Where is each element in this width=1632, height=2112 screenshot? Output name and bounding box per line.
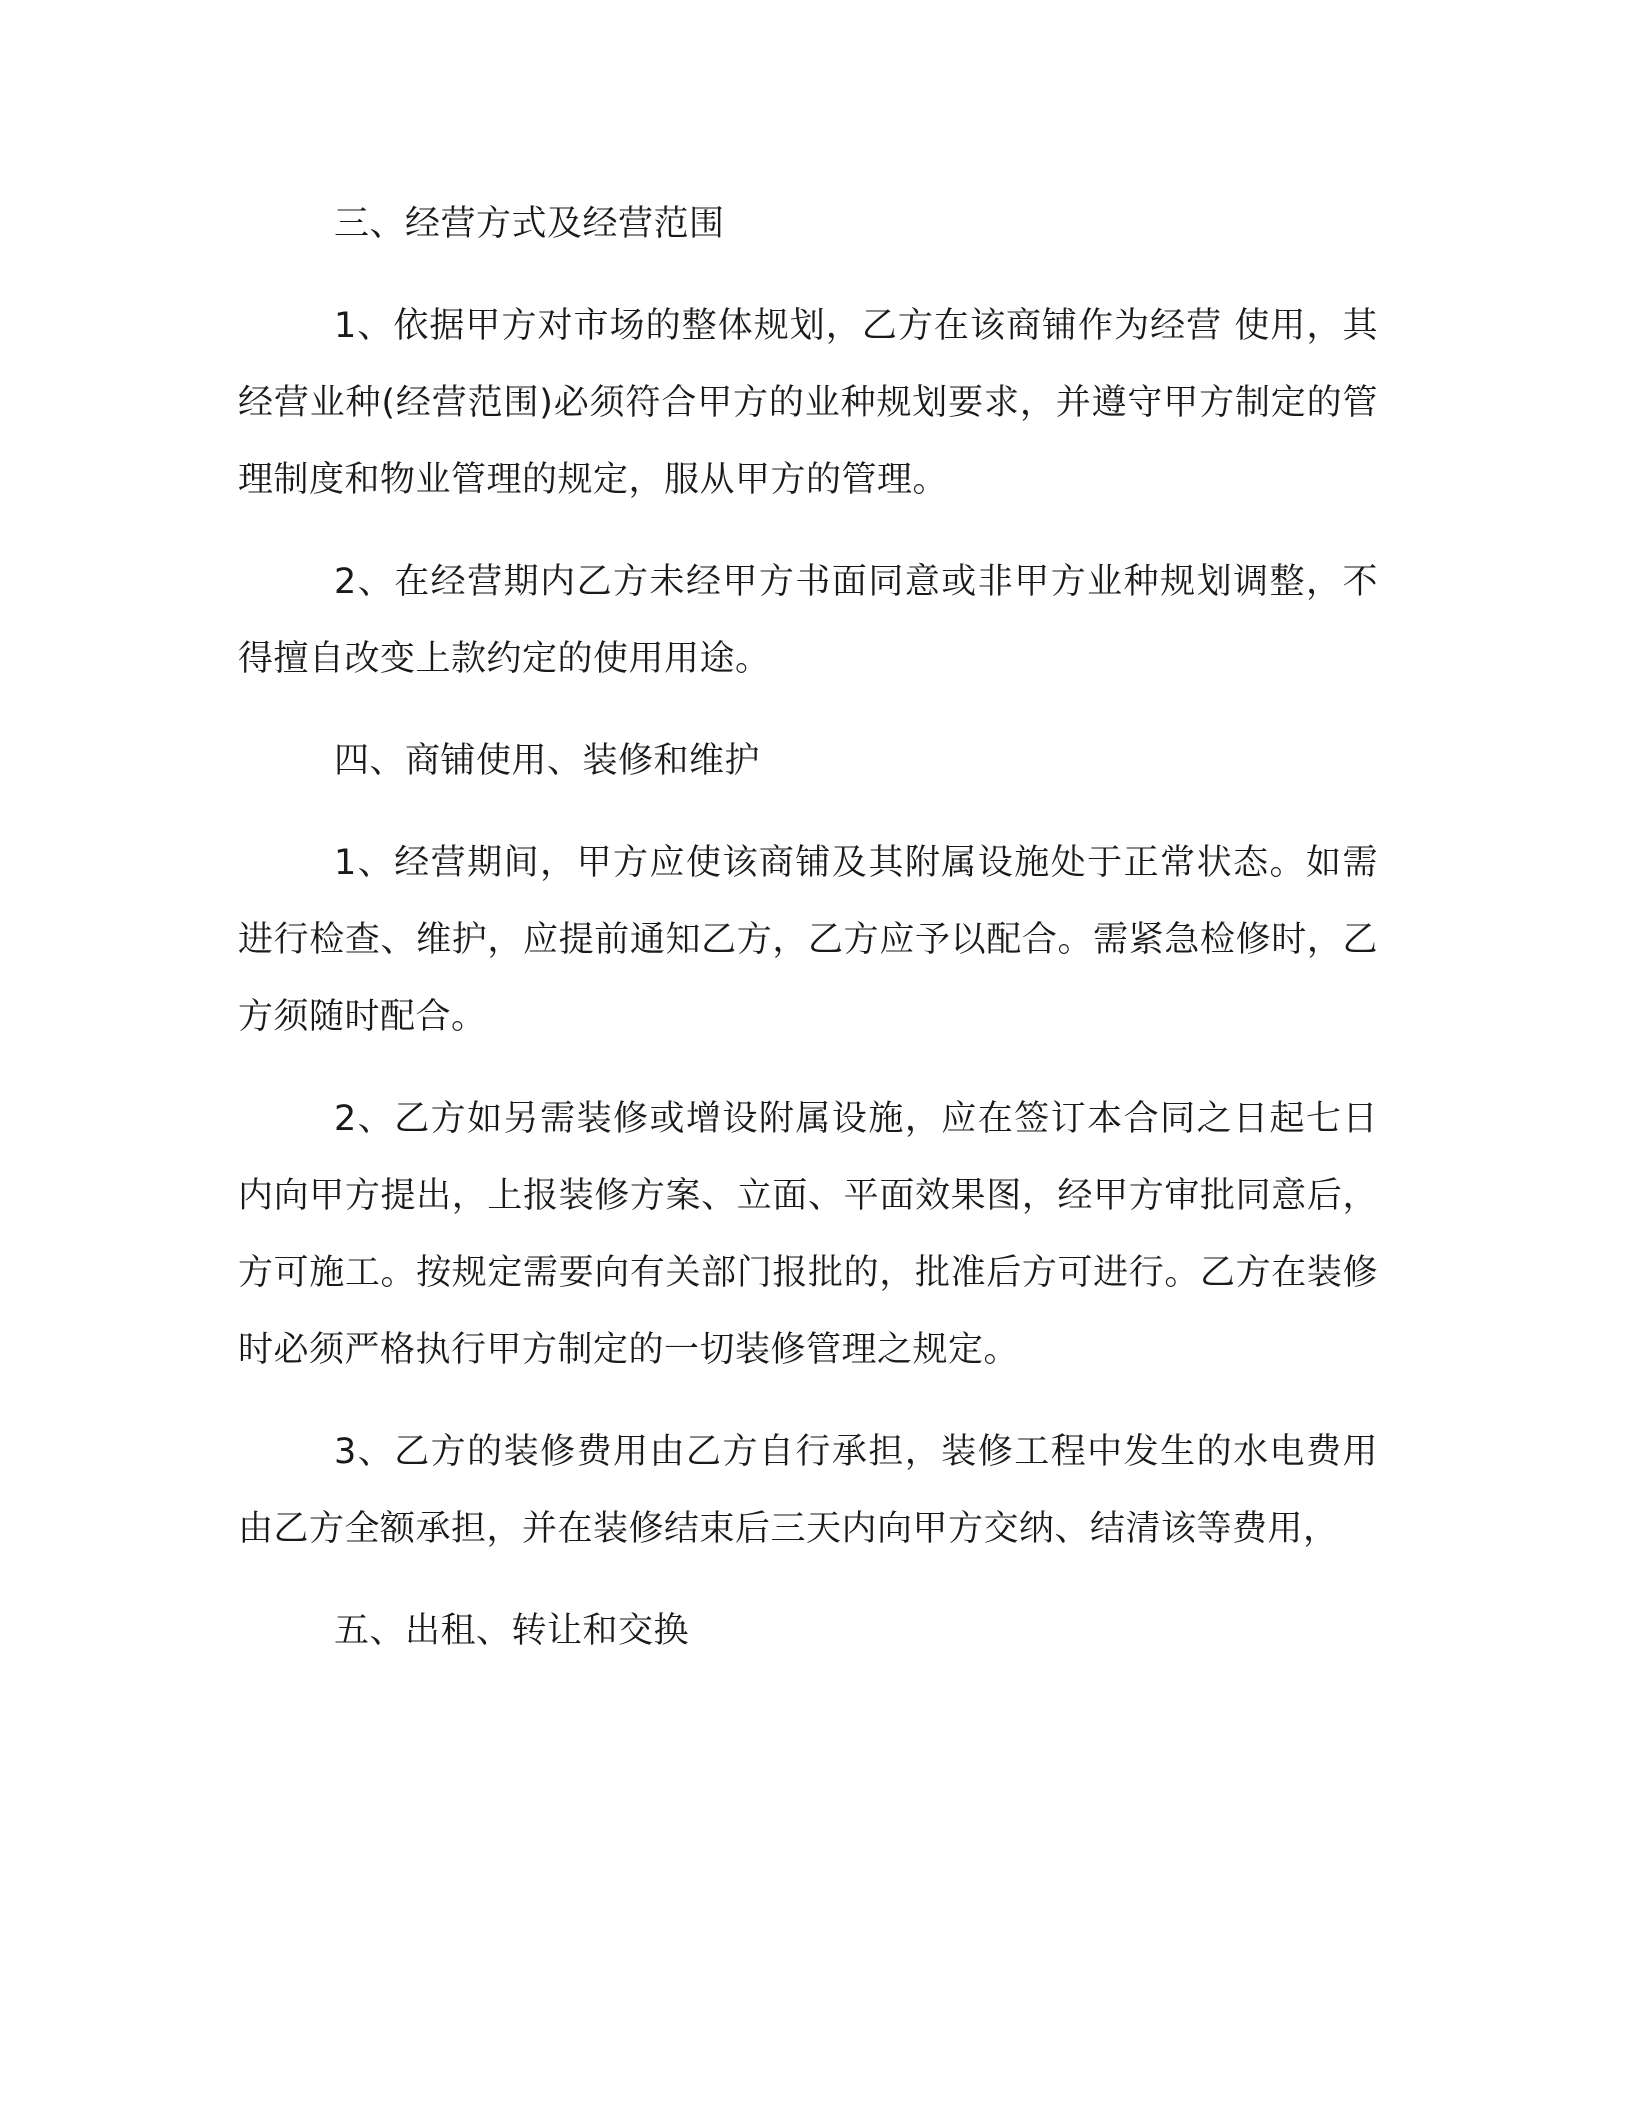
section-4-paragraph-3: 3、乙方的装修费用由乙方自行承担，装修工程中发生的水电费用由乙方全额承担，并在装修结束后三天内向甲方交纳、结清该等费用， xyxy=(238,1432,1378,1549)
section-3-paragraph-1: 1、依据甲方对市场的整体规划，乙方在该商铺作为经营 使用，其经营业种(经营范围)必须符合甲方的业种规划要求，并遵守甲方制定的管理制度和物业管理的规定，服从甲方的管理。 xyxy=(238,306,1378,500)
section-heading-5: 五、出租、转让和交换 xyxy=(334,1611,690,1651)
document-body xyxy=(238,186,1378,1695)
section-3-paragraph-2: 2、在经营期内乙方未经甲方书面同意或非甲方业种规划调整，不得擅自改变上款约定的使用用途。 xyxy=(238,562,1378,679)
section-heading-3: 三、经营方式及经营范围 xyxy=(334,204,725,244)
section-heading-4: 四、商铺使用、装修和维护 xyxy=(334,741,761,781)
section-4-paragraph-1: 1、经营期间，甲方应使该商铺及其附属设施处于正常状态。如需进行检查、维护，应提前通知乙方，乙方应予以配合。需紧急检修时，乙方须随时配合。 xyxy=(238,843,1378,1037)
section-4-paragraph-2: 2、乙方如另需装修或增设附属设施，应在签订本合同之日起七日内向甲方提出，上报装修方案、立面、平面效果图，经甲方审批同意后，方可施工。按规定需要向有关部门报批的，批准后方可进行。乙方在装修时必须严格执行甲方制定的一切装修管理之规定。 xyxy=(238,1099,1378,1370)
